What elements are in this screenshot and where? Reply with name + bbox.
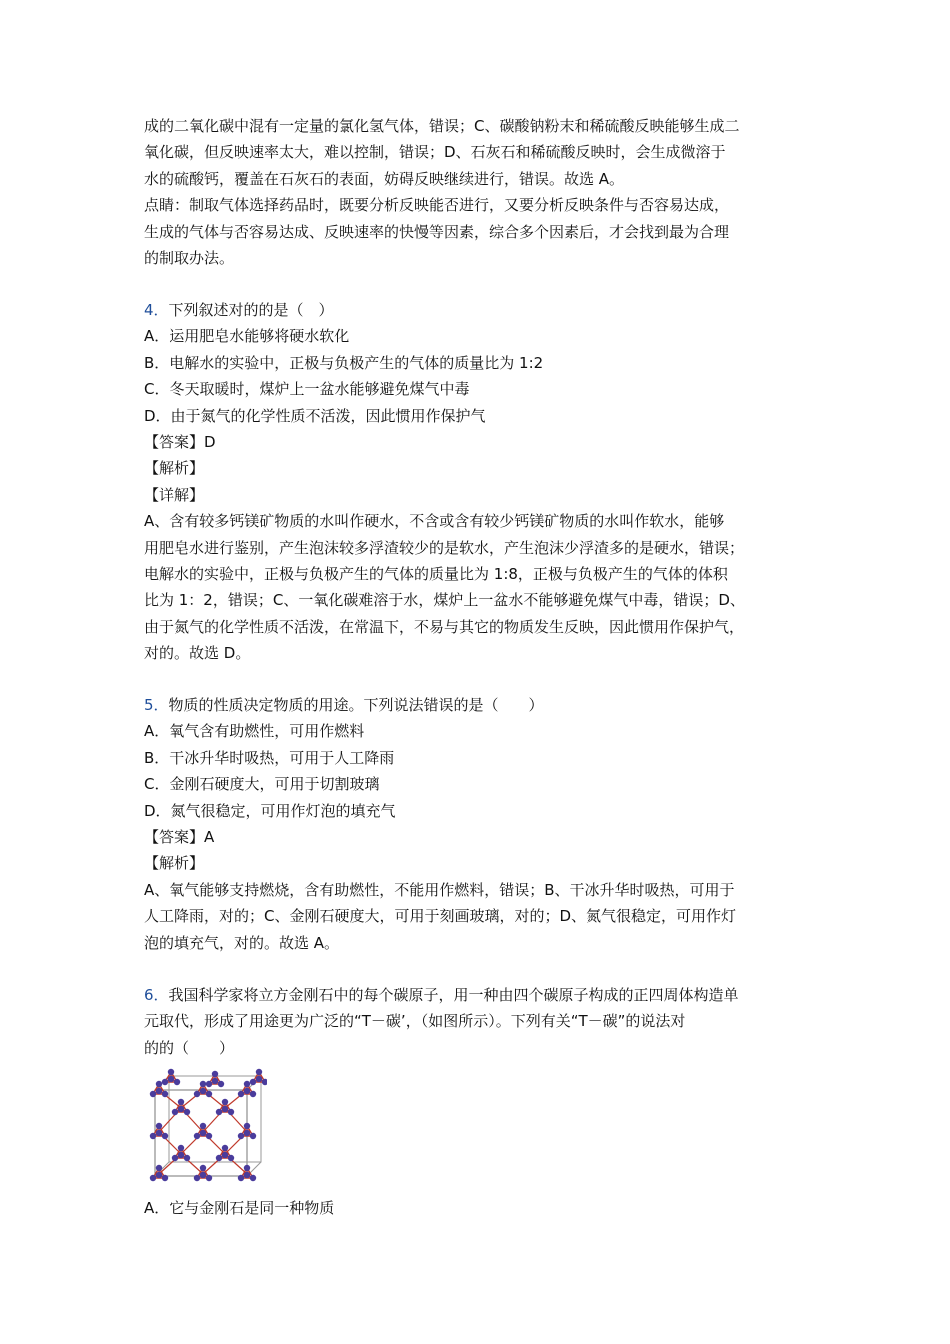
option-c: C．冬天取暖时，煤炉上一盆水能够避免煤气中毒: [144, 380, 470, 399]
tip-line: 生成的气体与否容易达成、反映速率的快慢等因素，综合多个因素后，才会找到最为合理: [144, 222, 730, 241]
explanation-line: 用肥皂水进行鉴别，产生泡沫较多浮渣较少的是软水，产生泡沫少浮渣多的是硬水，错误；: [144, 538, 745, 557]
option-a: A．氧气含有助燃性，可用作燃料: [144, 722, 365, 741]
explanation-line: 泡的填充气，对的。故选 A。: [144, 933, 340, 952]
question-text: 物质的性质决定物质的用途。下列说法错误的是（ ）: [168, 696, 544, 714]
question-5: [144, 692, 814, 956]
question-text-line: 元取代，形成了用途更为广泛的“T－碳’，（如图所示）。下列有关“T－碳”的说法对: [144, 1012, 686, 1031]
question-number: 4．: [144, 301, 169, 319]
answer-label: 【答案】A: [144, 827, 215, 846]
question-number: 5．: [144, 696, 169, 714]
intro-line: 成的二氧化碳中混有一定量的氯化氢气体，错误；C、碳酸钠粉末和稀硫酸反映能够生成二: [144, 117, 740, 135]
explanation-line: 人工降雨，对的；C、金刚石硬度大，可用于刻画玻璃，对的；D、氮气很稳定，可用作灯: [144, 907, 737, 926]
question-6-options: [144, 1195, 814, 1221]
explanation-line: 对的。故选 D。: [144, 644, 251, 663]
intro-paragraph: [144, 113, 814, 271]
option-d: D．由于氮气的化学性质不活泼，因此惯用作保护气: [144, 406, 486, 425]
tip-line: 点睛：制取气体选择药品时，既要分析反映能否进行，又要分析反映条件与否容易达成，: [144, 196, 730, 215]
explanation-line: 比为 1：2，错误；C、一氧化碳难溶于水，煤炉上一盆水不能够避免煤气中毒，错误；D、: [144, 591, 745, 610]
option-b: B．干冰升华时吸热，可用于人工降雨: [144, 748, 395, 767]
option-c: C．金刚石硬度大，可用于切割玻璃: [144, 775, 380, 794]
answer-label: 【答案】D: [144, 432, 216, 451]
question-text-line: 的的（ ）: [144, 1038, 235, 1057]
option-b: B．电解水的实验中，正极与负极产生的气体的质量比为 1:2: [144, 353, 544, 372]
detail-label: 【详解】: [144, 485, 205, 504]
intro-line: 氧化碳，但反映速率太大，难以控制，错误；D、石灰石和稀硫酸反映时，会生成微溶于: [144, 143, 726, 162]
question-number: 6．: [144, 986, 169, 1004]
question-6: [144, 982, 814, 1061]
question-stem: [144, 692, 814, 718]
question-text: 下列叙述对的的是（ ）: [168, 301, 334, 319]
option-a: A．它与金刚石是同一种物质: [144, 1199, 335, 1217]
question-stem: [144, 982, 814, 1008]
analysis-label: 【解析】: [144, 854, 205, 873]
explanation-line: 电解水的实验中，正极与负极产生的气体的质量比为 1:8，正极与负极产生的气体的体积: [144, 564, 728, 583]
option-d: D．氮气很稳定，可用作灯泡的填充气: [144, 801, 396, 820]
t-carbon-crystal-structure-icon: [145, 1068, 267, 1186]
option-a: A．运用肥皂水能够将硬水软化: [144, 327, 350, 346]
question-stem: [144, 297, 814, 323]
explanation-line: A、含有较多钙镁矿物质的水叫作硬水，不含或含有较少钙镁矿物质的水叫作软水，能够: [144, 512, 725, 531]
explanation-line: A、氧气能够支持燃烧，含有助燃性，不能用作燃料，错误；B、干冰升华时吸热，可用于: [144, 880, 735, 899]
question-text: 我国科学家将立方金刚石中的每个碳原子，用一种由四个碳原子构成的正四周体构造单: [168, 986, 739, 1004]
explanation-line: 由于氮气的化学性质不活泼，在常温下，不易与其它的物质发生反映，因此惯用作保护气，: [144, 617, 745, 636]
question-4: [144, 297, 814, 666]
intro-line: 水的硫酸钙，覆盖在石灰石的表面，妨碍反映继续进行，错误。故选 A。: [144, 169, 625, 188]
tip-line: 的制取办法。: [144, 248, 235, 267]
analysis-label: 【解析】: [144, 459, 205, 478]
